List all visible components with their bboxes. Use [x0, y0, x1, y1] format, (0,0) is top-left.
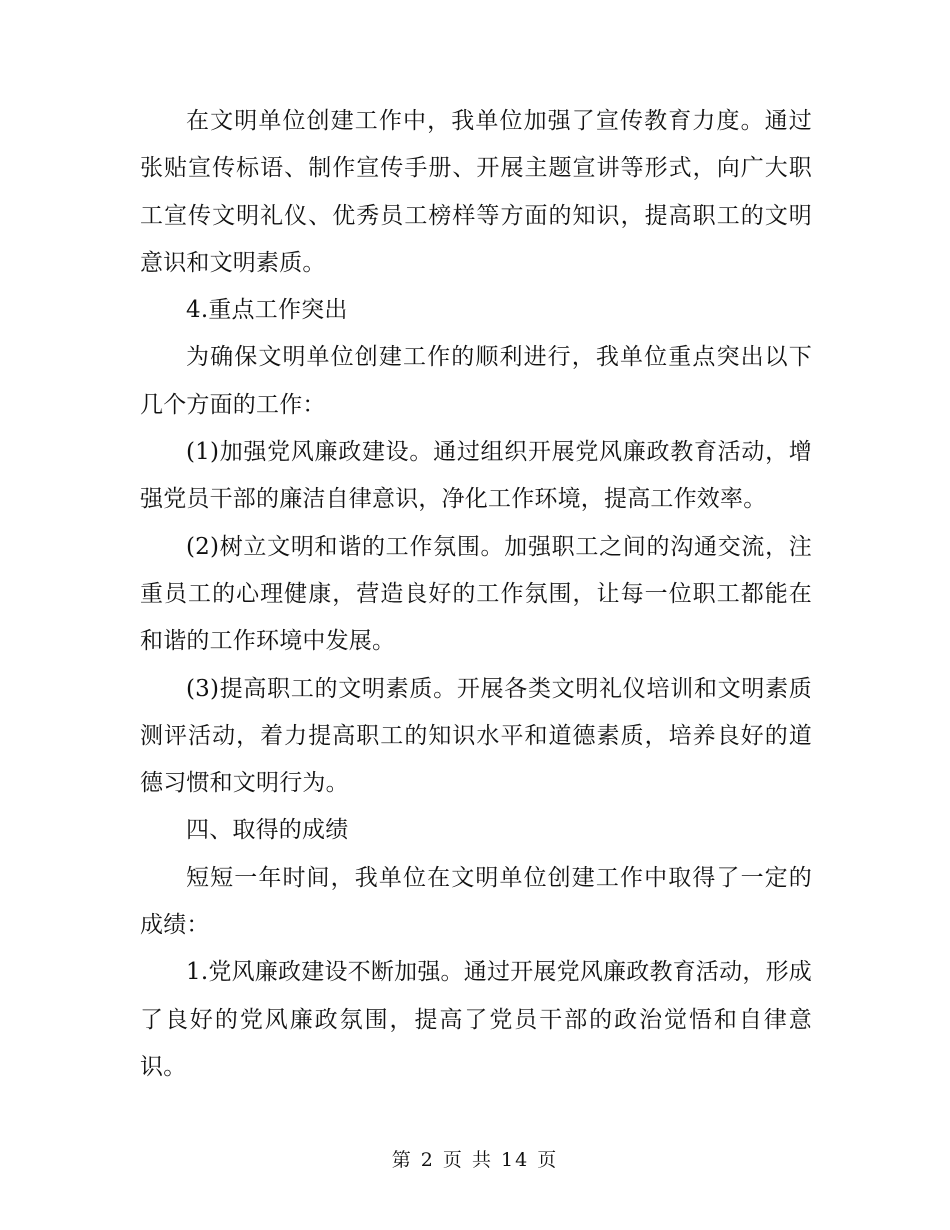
paragraph-item-1: (1)加强党风廉政建设。通过组织开展党风廉政教育活动，增强党员干部的廉洁自律意识，净化工作环境，提高工作效率。: [140, 439, 812, 513]
paragraph-key-work-intro: 为确保文明单位创建工作的顺利进行，我单位重点突出以下几个方面的工作：: [140, 344, 812, 418]
document-body: [140, 98, 812, 1091]
heading-key-work: 4.重点工作突出: [186, 297, 348, 324]
page-footer: 第 2 页 共 14 页: [391, 1149, 559, 1171]
paragraph-item-2: (2)树立文明和谐的工作氛围。加强职工之间的沟通交流，注重员工的心理健康，营造良好的工作氛围，让每一位职工都能在和谐的工作环境中发展。: [140, 533, 812, 655]
paragraph-achievements-intro: 短短一年时间，我单位在文明单位创建工作中取得了一定的成绩：: [140, 864, 812, 939]
paragraph-achievement-1: 1.党风廉政建设不断加强。通过开展党风廉政教育活动，形成了良好的党风廉政氛围，提高了党员干部的政治觉悟和自律意识。: [140, 959, 812, 1080]
paragraph-publicity: 在文明单位创建工作中，我单位加强了宣传教育力度。通过张贴宣传标语、制作宣传手册、开展主题宣讲等形式，向广大职工宣传文明礼仪、优秀员工榜样等方面的知识，提高职工的文明意识和文明素质。: [140, 108, 812, 276]
paragraph-item-3: (3)提高职工的文明素质。开展各类文明礼仪培训和文明素质测评活动，着力提高职工的知识水平和道德素质，培养良好的道德习惯和文明行为。: [140, 675, 812, 797]
heading-achievements: 四、取得的成绩: [186, 817, 349, 844]
